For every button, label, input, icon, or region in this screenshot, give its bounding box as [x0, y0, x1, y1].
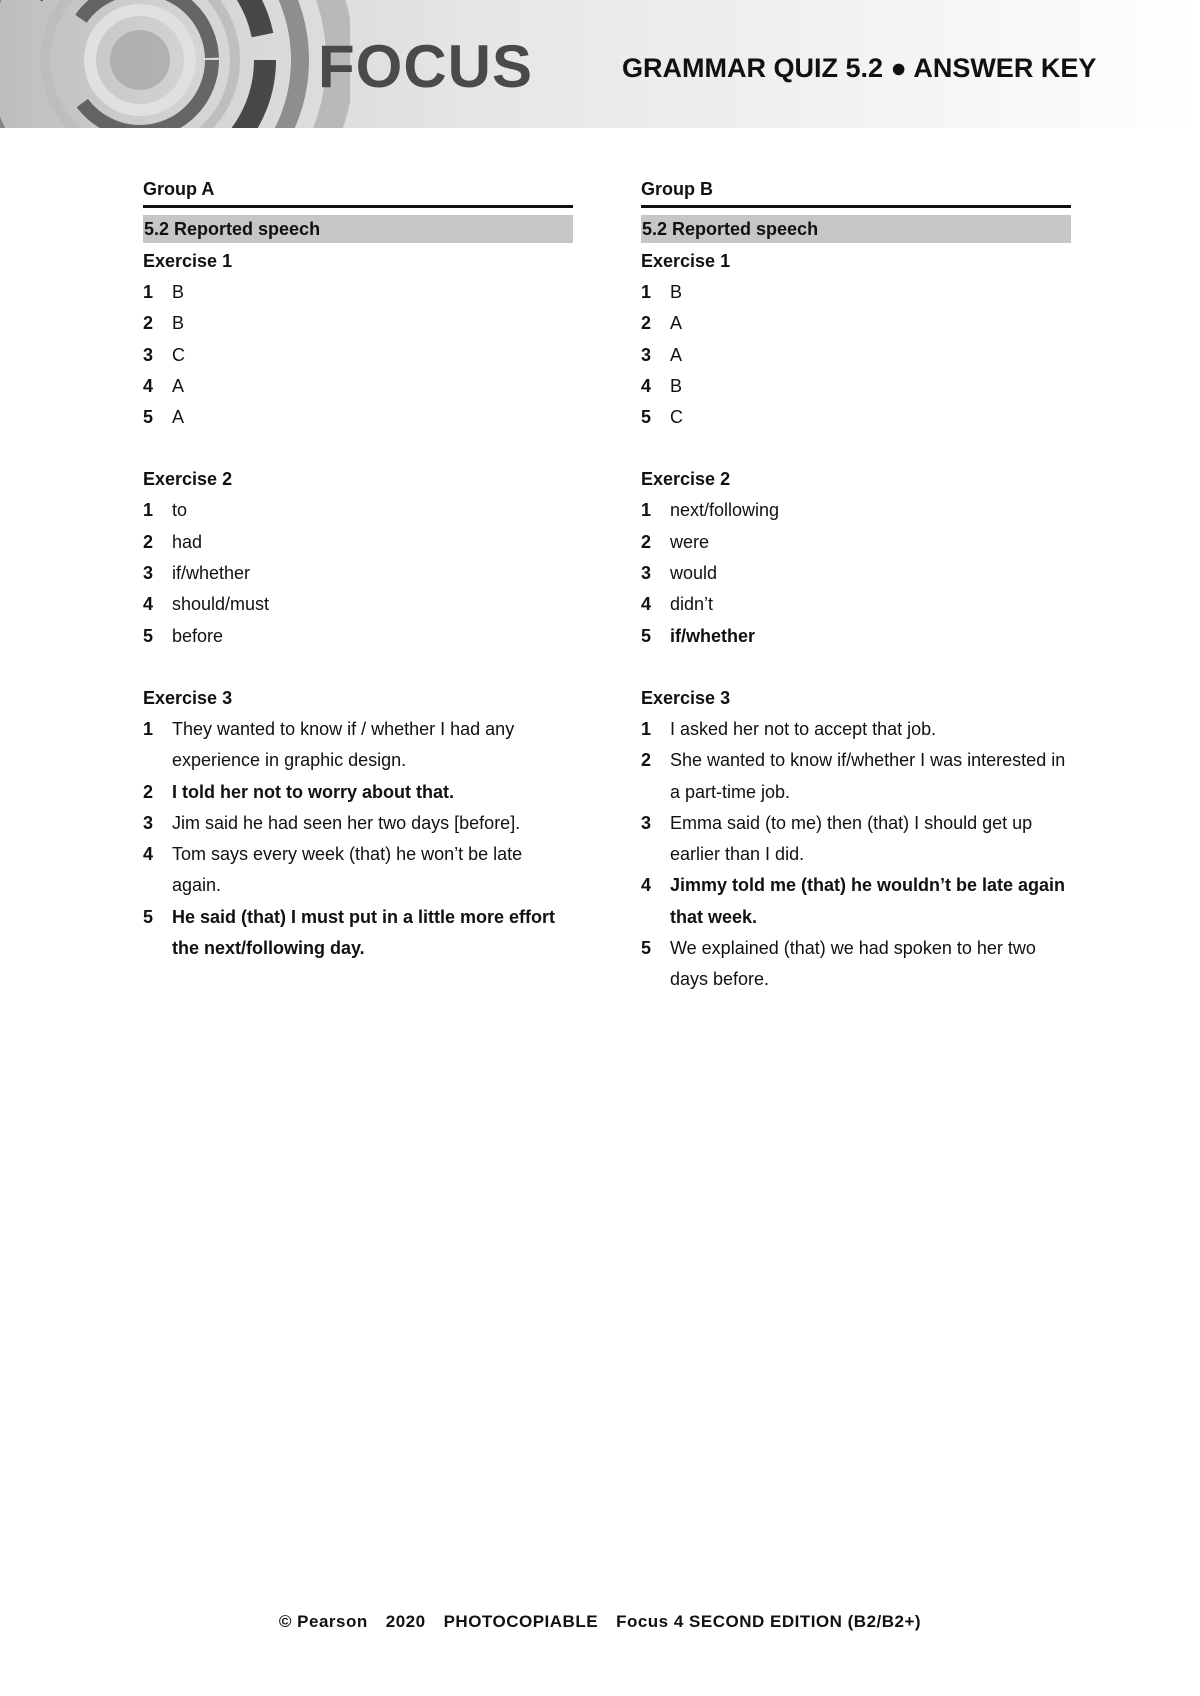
answer-item	[641, 277, 1071, 308]
answer-item	[641, 621, 1071, 652]
footer-year: 2020	[385, 1612, 426, 1631]
item-answer: A	[670, 344, 683, 365]
item-answer: to	[172, 500, 188, 521]
item-number: 5	[143, 906, 154, 927]
answer-item	[641, 589, 1071, 620]
item-answer: She wanted to know if/whether I was interested in a part-time job.	[670, 750, 1066, 802]
answer-item	[143, 371, 573, 402]
copyright-text: © Pearson	[278, 1612, 368, 1631]
item-answer: didn’t	[670, 594, 714, 615]
item-answer: He said (that) I must put in a little more effort the next/following day.	[172, 906, 556, 959]
answer-item	[641, 371, 1071, 402]
item-number: 1	[143, 282, 154, 302]
item-number: 3	[143, 812, 154, 833]
answer-item	[143, 308, 573, 339]
item-number: 5	[143, 407, 154, 428]
item-answer: A	[670, 313, 683, 334]
answer-item	[641, 340, 1071, 371]
item-answer: would	[670, 563, 718, 584]
group-title: Group B	[641, 178, 1071, 208]
item-number: 5	[641, 407, 652, 428]
answer-item	[641, 933, 1071, 996]
item-number: 4	[641, 375, 652, 396]
item-number: 2	[143, 781, 154, 802]
item-number: 5	[143, 625, 154, 646]
item-answer: B	[670, 282, 683, 302]
item-number: 2	[641, 531, 652, 552]
exercise-1-title: Exercise 1	[641, 251, 731, 271]
item-number: 4	[143, 375, 154, 396]
answer-item	[143, 340, 573, 371]
item-number: 4	[641, 875, 652, 896]
item-number: 4	[143, 594, 154, 615]
photocopiable-label: PHOTOCOPIABLE	[443, 1612, 599, 1631]
page-header	[0, 0, 1200, 128]
item-answer: should/must	[172, 594, 270, 615]
answer-item	[143, 839, 573, 902]
item-number: 2	[143, 531, 154, 552]
answer-item	[143, 402, 573, 433]
item-answer: They wanted to know if / whether I had any experience in graphic design.	[172, 718, 515, 771]
item-answer: A	[172, 407, 185, 428]
item-answer: Jim said he had seen her two days [before].	[172, 812, 521, 833]
answer-item	[143, 277, 573, 308]
item-answer: next/following	[670, 500, 780, 521]
item-number: 4	[143, 844, 154, 865]
item-answer: Jimmy told me (that) he wouldn’t be late again that week.	[670, 875, 1066, 927]
item-number: 2	[641, 750, 652, 771]
section-heading: 5.2 Reported speech	[143, 215, 573, 243]
exercise-2-title: Exercise 2	[641, 469, 731, 490]
exercise-1-answers	[143, 277, 573, 433]
item-answer: C	[670, 407, 683, 428]
answer-item	[641, 495, 1071, 526]
focus-logo: FOCUS	[318, 33, 533, 100]
item-answer: Tom says every week (that) he won’t be late again.	[172, 844, 523, 896]
answer-item	[641, 527, 1071, 558]
answer-item	[143, 902, 573, 965]
answer-item	[143, 558, 573, 589]
item-number: 5	[641, 938, 652, 959]
item-number: 3	[143, 344, 154, 365]
section-heading: 5.2 Reported speech	[641, 215, 1071, 243]
item-number: 3	[641, 812, 652, 833]
answer-item	[641, 808, 1071, 871]
answer-item	[143, 777, 573, 808]
item-number: 4	[641, 594, 652, 615]
swirl-graphic	[0, 0, 350, 128]
exercise-3-answers	[641, 714, 1071, 996]
item-answer: B	[172, 282, 185, 302]
item-answer: had	[172, 531, 203, 552]
page-footer	[0, 1612, 1200, 1632]
item-answer: before	[172, 625, 224, 646]
answer-item	[641, 714, 1071, 745]
item-number: 3	[641, 344, 652, 365]
item-number: 2	[143, 313, 154, 334]
item-number: 1	[641, 718, 652, 739]
item-answer: I asked her not to accept that job.	[670, 718, 937, 739]
exercise-1-answers	[641, 277, 1071, 433]
answer-item	[641, 745, 1071, 808]
exercise-2-answers	[143, 495, 573, 651]
item-answer: if/whether	[172, 563, 251, 584]
answer-item	[641, 870, 1071, 933]
exercise-3-title: Exercise 3	[143, 687, 233, 708]
exercise-2-answers	[641, 495, 1071, 651]
exercise-3-title: Exercise 3	[641, 687, 731, 708]
answer-item	[641, 308, 1071, 339]
item-answer: I told her not to worry about that.	[172, 781, 454, 802]
item-number: 3	[641, 563, 652, 584]
item-answer: were	[670, 531, 710, 552]
item-answer: A	[172, 375, 185, 396]
item-answer: if/whether	[670, 625, 756, 646]
quiz-title: GRAMMAR QUIZ 5.2 ● ANSWER KEY	[622, 53, 1097, 83]
group-title: Group A	[143, 178, 573, 208]
exercise-2-title: Exercise 2	[143, 469, 233, 490]
group-a-column	[143, 178, 573, 964]
item-number: 2	[641, 313, 652, 334]
exercise-3-answers	[143, 714, 573, 964]
item-answer: We explained (that) we had spoken to her two days before.	[670, 938, 1036, 990]
answer-item	[641, 558, 1071, 589]
item-answer: Emma said (to me) then (that) I should get up earlier than I did.	[670, 812, 1033, 865]
item-number: 1	[143, 718, 154, 739]
item-answer: B	[172, 313, 185, 334]
answer-item	[143, 808, 573, 839]
answer-item	[143, 714, 573, 777]
answer-item	[143, 589, 573, 620]
item-answer: C	[172, 344, 185, 365]
edition-label: Focus 4 SECOND EDITION (B2/B2+)	[616, 1612, 922, 1631]
item-number: 1	[641, 282, 652, 302]
item-number: 1	[143, 500, 154, 521]
answer-item	[143, 527, 573, 558]
item-number: 3	[143, 563, 154, 584]
answer-item	[641, 402, 1071, 433]
item-number: 5	[641, 625, 652, 646]
item-number: 1	[641, 500, 652, 521]
answer-item	[143, 621, 573, 652]
item-answer: B	[670, 375, 683, 396]
group-b-column	[641, 178, 1071, 996]
exercise-1-title: Exercise 1	[143, 251, 233, 271]
answer-item	[143, 495, 573, 526]
